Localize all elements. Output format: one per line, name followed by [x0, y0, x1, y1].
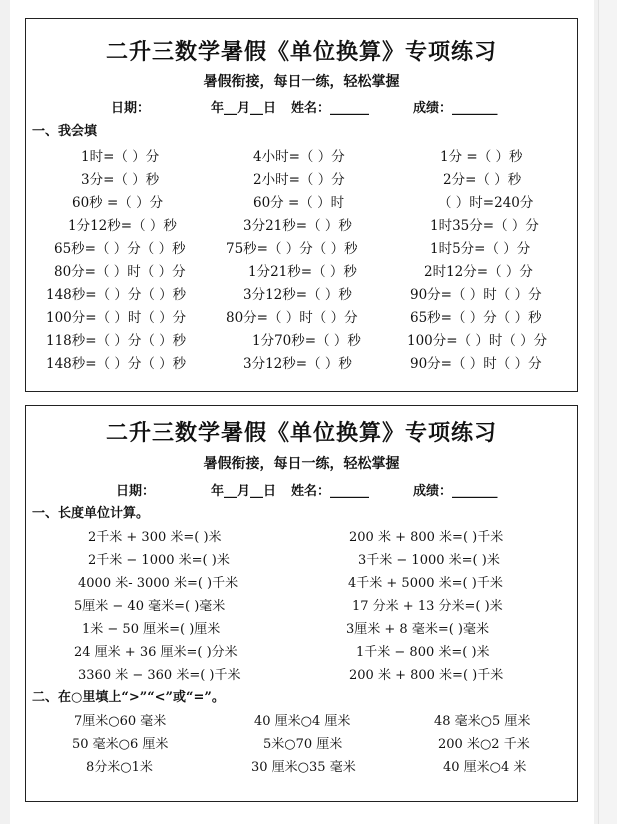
score-field: 成绩：_______ [413, 484, 498, 499]
question: 60分 =（ ）时 [253, 195, 345, 211]
question: 3360 米 − 360 米=( )千米 [78, 668, 241, 683]
question: 5米○70 厘米 [263, 737, 343, 752]
question: 2千米 + 300 米=( )米 [88, 530, 222, 545]
date-label: 日期： [116, 484, 156, 499]
score-field: 成绩：_______ [413, 101, 498, 116]
question: 80分=（ ）时（ ）分 [54, 264, 186, 280]
question: 2千米 − 1000 米=( )米 [88, 553, 230, 568]
question: 100分=（ ）时（ ）分 [407, 333, 548, 349]
question: 7厘米○60 毫米 [74, 714, 167, 729]
question: 65秒=（ ）分（ ）秒 [54, 241, 186, 257]
question: 4小时=（ ）分 [253, 149, 345, 165]
section-heading: 一、长度单位计算。 [32, 506, 150, 521]
question: 3分12秒=（ ）秒 [243, 356, 352, 372]
question: 3分12秒=（ ）秒 [243, 287, 352, 303]
question: 4千米 + 5000 米=( )千米 [348, 576, 503, 591]
question: 1时35分=（ ）分 [430, 218, 539, 234]
vertical-scrollbar[interactable] [598, 0, 617, 824]
worksheet-length-conversion [25, 405, 578, 802]
worksheet-subtitle: 暑假衔接，每日一练，轻松掌握 [203, 456, 400, 472]
question: 200 米 + 800 米=( )千米 [349, 530, 504, 545]
question: 90分=（ ）时（ ）分 [410, 287, 542, 303]
question: （ ）时=240分 [438, 195, 534, 211]
question: 148秒=（ ）分（ ）秒 [46, 356, 187, 372]
name-field: 姓名：______ [291, 484, 370, 499]
question: 2分=（ ）秒 [443, 172, 522, 188]
date-label: 日期： [111, 101, 151, 116]
question: 24 厘米 + 36 厘米=( )分米 [74, 645, 238, 660]
question: 1米 − 50 厘米=( )厘米 [82, 622, 221, 637]
question: 200 米 + 800 米=( )千米 [349, 668, 504, 683]
question: 50 毫米○6 厘米 [72, 737, 169, 752]
question: 3千米 − 1000 米=( )米 [358, 553, 500, 568]
question: 17 分米 + 13 分米=( )米 [352, 599, 503, 614]
question: 65秒=（ ）分（ ）秒 [410, 310, 542, 326]
document-page [10, 0, 594, 824]
question: 80分=（ ）时（ ）分 [226, 310, 358, 326]
question: 90分=（ ）时（ ）分 [410, 356, 542, 372]
date-fields: 年__月__日 [211, 484, 277, 499]
question: 5厘米 − 40 毫米=( )毫米 [74, 599, 226, 614]
question: 1时5分=（ ）分 [430, 241, 531, 257]
question: 118秒=（ ）分（ ）秒 [46, 333, 187, 349]
section-heading: 一、我会填 [32, 124, 98, 139]
question: 75秒=（ ）分（ ）秒 [226, 241, 358, 257]
question: 3厘米 + 8 毫米=( )毫米 [346, 622, 490, 637]
date-fields: 年__月__日 [211, 101, 277, 116]
section-heading: 二、在○里填上“>”“<”或“=”。 [32, 690, 225, 705]
question: 2时12分=（ ）分 [424, 264, 533, 280]
question: 60秒 =（ ）分 [72, 195, 164, 211]
question: 2小时=（ ）分 [253, 172, 345, 188]
question: 1时=（ ）分 [81, 149, 160, 165]
question: 40 厘米○4 厘米 [254, 714, 351, 729]
question: 30 厘米○35 毫米 [251, 760, 356, 775]
question: 48 毫米○5 厘米 [434, 714, 531, 729]
worksheet-title: 二升三数学暑假《单位换算》专项练习 [105, 420, 497, 446]
name-field: 姓名：______ [291, 101, 370, 116]
question: 40 厘米○4 米 [443, 760, 527, 775]
question: 100分=（ ）时（ ）分 [46, 310, 187, 326]
worksheet-title: 二升三数学暑假《单位换算》专项练习 [105, 39, 497, 65]
question: 8分米○1米 [86, 760, 153, 775]
question: 1分12秒=（ ）秒 [68, 218, 177, 234]
worksheet-time-conversion [25, 18, 578, 392]
question: 3分=（ ）秒 [81, 172, 160, 188]
question: 3分21秒=（ ）秒 [243, 218, 352, 234]
question: 1分 =（ ）秒 [440, 149, 523, 165]
question: 1分70秒=（ ）秒 [252, 333, 361, 349]
question: 4000 米- 3000 米=( )千米 [78, 576, 239, 591]
worksheet-subtitle: 暑假衔接，每日一练，轻松掌握 [203, 74, 400, 90]
question: 148秒=（ ）分（ ）秒 [46, 287, 187, 303]
question: 200 米○2 千米 [438, 737, 530, 752]
question: 1分21秒=（ ）秒 [248, 264, 357, 280]
question: 1千米 − 800 米=( )米 [356, 645, 490, 660]
